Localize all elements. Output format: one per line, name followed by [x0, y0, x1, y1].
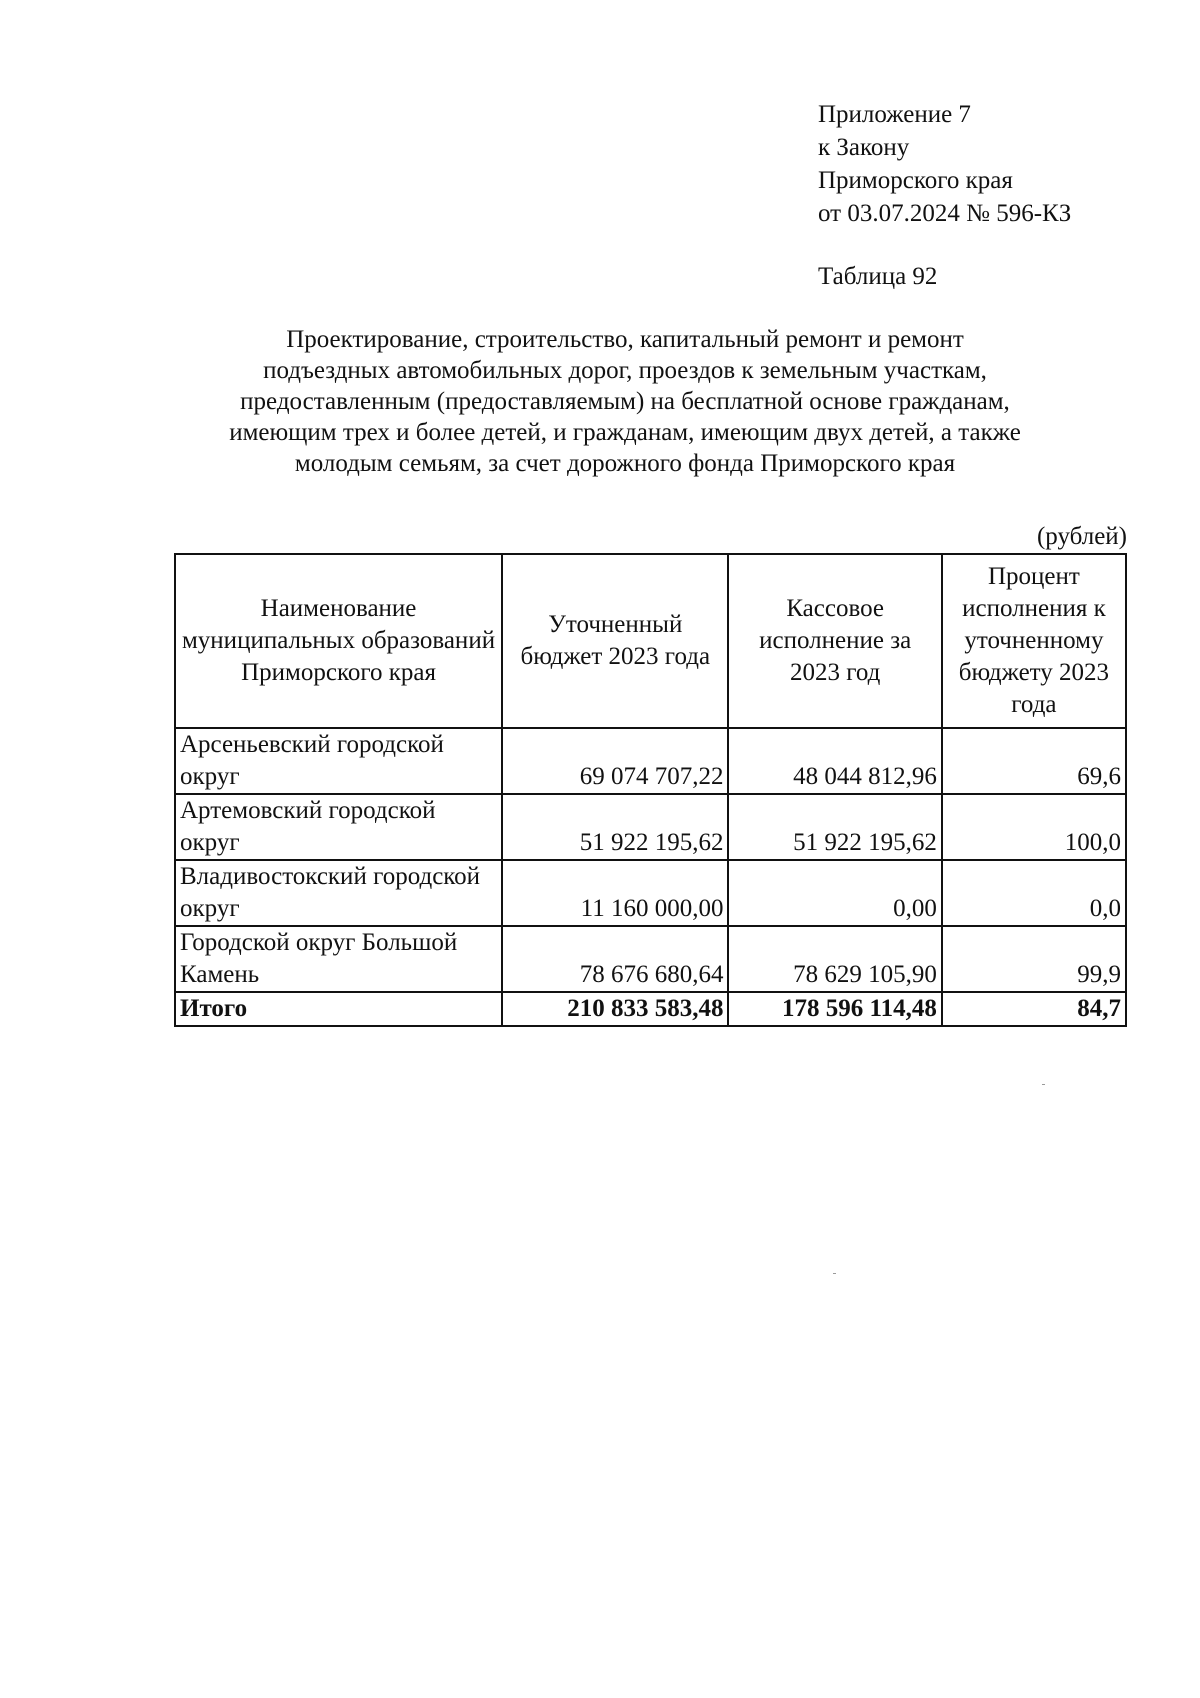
total-cash-execution: 178 596 114,48: [728, 992, 941, 1026]
document-title: [150, 324, 1100, 479]
table-row: [175, 728, 1126, 794]
budget-execution-table: [174, 553, 1127, 1027]
scan-speck: [833, 1273, 836, 1274]
currency-unit-label: (рублей): [1036, 523, 1127, 550]
title-line: подъездных автомобильных дорог, проездов к земельным участкам,: [263, 357, 987, 384]
scan-speck: [1042, 1084, 1045, 1085]
table-row: [175, 794, 1126, 860]
header-adjusted-budget: Уточненный бюджет 2023 года: [502, 554, 728, 728]
execution-percent-value: 69,6: [942, 728, 1126, 794]
region-line: Приморского края: [818, 167, 1013, 194]
cash-execution-value: 78 629 105,90: [728, 926, 941, 992]
adjusted-budget-value: 78 676 680,64: [502, 926, 728, 992]
header-municipality-name: Наименование муниципальных образований Приморского края: [175, 554, 502, 728]
total-execution-percent: 84,7: [942, 992, 1126, 1026]
execution-percent-value: 0,0: [942, 860, 1126, 926]
adjusted-budget-value: 11 160 000,00: [502, 860, 728, 926]
municipality-name: Владивостокский городской округ: [175, 860, 502, 926]
municipality-name: Городской округ Большой Камень: [175, 926, 502, 992]
execution-percent-value: 100,0: [942, 794, 1126, 860]
title-line: имеющим трех и более детей, и гражданам, имеющим двух детей, а также: [229, 419, 1021, 446]
law-date-line: от 03.07.2024 № 596-КЗ: [818, 200, 1072, 227]
table-header-row: [175, 554, 1126, 728]
appendix-header: [818, 98, 1071, 230]
total-label: Итого: [175, 992, 502, 1026]
cash-execution-value: 48 044 812,96: [728, 728, 941, 794]
municipality-name: Арсеньевский городской округ: [175, 728, 502, 794]
execution-percent-value: 99,9: [942, 926, 1126, 992]
header-cash-execution: Кассовое исполнение за 2023 год: [728, 554, 941, 728]
table-row: [175, 860, 1126, 926]
law-reference-line: к Закону: [818, 134, 910, 161]
table-total-row: [175, 992, 1126, 1026]
title-line: Проектирование, строительство, капитальный ремонт и ремонт: [286, 326, 964, 353]
adjusted-budget-value: 69 074 707,22: [502, 728, 728, 794]
municipality-name: Артемовский городской округ: [175, 794, 502, 860]
total-adjusted-budget: 210 833 583,48: [502, 992, 728, 1026]
adjusted-budget-value: 51 922 195,62: [502, 794, 728, 860]
title-line: молодым семьям, за счет дорожного фонда Приморского края: [294, 450, 956, 477]
title-line: предоставленным (предоставляемым) на бесплатной основе гражданам,: [240, 388, 1010, 415]
cash-execution-value: 51 922 195,62: [728, 794, 941, 860]
header-execution-percent: Процент исполнения к уточненному бюджету 2023 года: [942, 554, 1126, 728]
table-number: Таблица 92: [818, 263, 938, 290]
appendix-line: Приложение 7: [818, 101, 971, 128]
cash-execution-value: 0,00: [728, 860, 941, 926]
table-row: [175, 926, 1126, 992]
